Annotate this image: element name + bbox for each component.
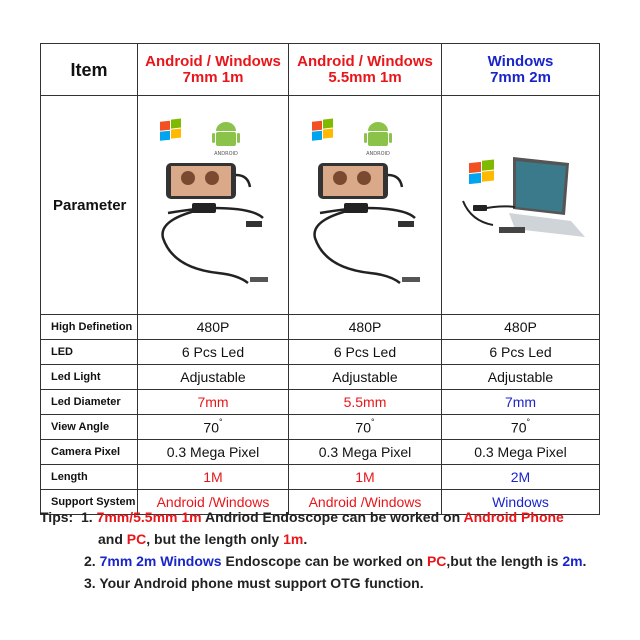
- cell-value: 70: [510, 419, 527, 436]
- camera-head-icon: [499, 227, 525, 233]
- tip-1-android: Android Phone: [463, 509, 564, 525]
- cell: Adjustable: [138, 365, 289, 390]
- tips-prefix: Tips:: [40, 509, 74, 525]
- tip-2-length: 2m: [562, 553, 583, 569]
- cell: Adjustable: [289, 365, 442, 390]
- degree-sign: °: [526, 416, 531, 427]
- row-label: High Definetion: [41, 315, 138, 340]
- tip-1-size: 7mm/5.5mm 1m: [96, 509, 202, 525]
- cell: 6 Pcs Led: [138, 340, 289, 365]
- row-label: Camera Pixel: [41, 440, 138, 465]
- cable-hub-icon: [192, 203, 216, 213]
- header-col-1-line-1: Android / Windows: [145, 52, 281, 70]
- header-col-1-line-2: 7mm 1m: [182, 68, 244, 86]
- row-label: Led Diameter: [41, 390, 138, 415]
- cell: 1M: [138, 465, 289, 490]
- tip-1-text: Andriod Endoscope can be worked on: [201, 509, 464, 525]
- tip-1-period: .: [303, 531, 308, 547]
- cell-value: 70: [355, 419, 371, 436]
- table-row: [41, 365, 600, 390]
- cell: 7mm: [442, 390, 600, 415]
- table-row: [41, 315, 600, 340]
- laptop-icon: [509, 157, 585, 237]
- cell: 480P: [289, 315, 442, 340]
- cell: Windows: [442, 490, 600, 515]
- tip-1-line-1: [40, 506, 630, 528]
- tip-3-number: 3.: [84, 575, 96, 591]
- cell: 7mm: [138, 390, 289, 415]
- phone-icon: [318, 163, 388, 199]
- windows-logo-icon: [312, 118, 333, 140]
- header-col-3-line-1: Windows: [487, 52, 554, 70]
- degree-sign: °: [370, 416, 375, 427]
- tip-1-length-text: , but the length only: [146, 531, 284, 547]
- header-col-2-line-2: 5.5mm 1m: [328, 68, 402, 86]
- row-label: LED: [41, 340, 138, 365]
- comparison-table: [40, 43, 600, 515]
- cable-icon: [463, 201, 515, 225]
- row-label: View Angle: [41, 415, 138, 440]
- usb-plug-icon: [246, 221, 262, 227]
- cell: Android /Windows: [289, 490, 442, 515]
- cell: 0.3 Mega Pixel: [289, 440, 442, 465]
- usb-plug-icon: [398, 221, 414, 227]
- tip-2-pc: PC: [426, 553, 447, 569]
- tip-1-number: 1.: [80, 509, 93, 525]
- usb-plug-icon: [473, 205, 487, 211]
- header-col-2-line-1: Android / Windows: [297, 52, 433, 70]
- tip-2: [40, 550, 630, 572]
- endoscope-android-image: [148, 113, 278, 293]
- cable-hub-icon: [344, 203, 368, 213]
- tip-3: [40, 572, 630, 594]
- parameter-label: Parameter: [41, 96, 138, 315]
- tip-2-length-text: ,but the length is: [446, 553, 563, 569]
- header-col-3: [442, 44, 600, 96]
- product-image-2: [289, 96, 442, 315]
- svg-text:ANDROID: ANDROID: [214, 150, 238, 157]
- cell: 480P: [442, 315, 600, 340]
- windows-logo-icon: [469, 159, 494, 184]
- parameter-row: [41, 96, 600, 315]
- cell: Adjustable: [442, 365, 600, 390]
- row-label: Support System: [41, 490, 138, 515]
- table-row: [41, 465, 600, 490]
- header-col-3-line-2: 7mm 2m: [490, 68, 551, 86]
- tip-2-period: .: [582, 553, 587, 569]
- android-logo-icon: [364, 122, 392, 157]
- tip-1-length: 1m: [283, 531, 304, 547]
- cell: [442, 415, 600, 440]
- table-row: [41, 415, 600, 440]
- table-row: [41, 390, 600, 415]
- cell: 5.5mm: [289, 390, 442, 415]
- tips-section: [40, 506, 630, 594]
- endoscope-android-image: [300, 113, 430, 293]
- svg-text:ANDROID: ANDROID: [366, 150, 390, 157]
- cell: 6 Pcs Led: [442, 340, 600, 365]
- product-image-3: [442, 96, 600, 315]
- tip-2-size: 7mm 2m Windows: [99, 553, 222, 569]
- cell: 2M: [442, 465, 600, 490]
- tip-2-number: 2.: [84, 553, 96, 569]
- cell: Android /Windows: [138, 490, 289, 515]
- tip-1-line-2: [40, 528, 630, 550]
- tip-1-and: and: [98, 531, 127, 547]
- camera-head-icon: [402, 277, 420, 282]
- cell: 1M: [289, 465, 442, 490]
- tip-3-text: Your Android phone must support OTG function.: [99, 575, 424, 591]
- cell: [138, 415, 289, 440]
- tip-1-pc: PC: [126, 531, 147, 547]
- row-label: Led Light: [41, 365, 138, 390]
- table-row: [41, 340, 600, 365]
- cell-value: 70: [203, 419, 219, 436]
- cell: [289, 415, 442, 440]
- endoscope-windows-image: [451, 143, 591, 263]
- table-row: [41, 440, 600, 465]
- tip-2-text: Endoscope can be worked on: [221, 553, 427, 569]
- cell: 6 Pcs Led: [289, 340, 442, 365]
- cell: 480P: [138, 315, 289, 340]
- header-col-2: [289, 44, 442, 96]
- camera-head-icon: [250, 277, 268, 282]
- header-item: Item: [41, 44, 138, 96]
- product-image-1: [138, 96, 289, 315]
- android-logo-icon: [212, 122, 240, 157]
- header-row: [41, 44, 600, 96]
- row-label: Length: [41, 465, 138, 490]
- phone-icon: [166, 163, 236, 199]
- windows-logo-icon: [160, 118, 181, 140]
- cell: 0.3 Mega Pixel: [442, 440, 600, 465]
- cell: 0.3 Mega Pixel: [138, 440, 289, 465]
- degree-sign: °: [218, 416, 223, 427]
- header-col-1: [138, 44, 289, 96]
